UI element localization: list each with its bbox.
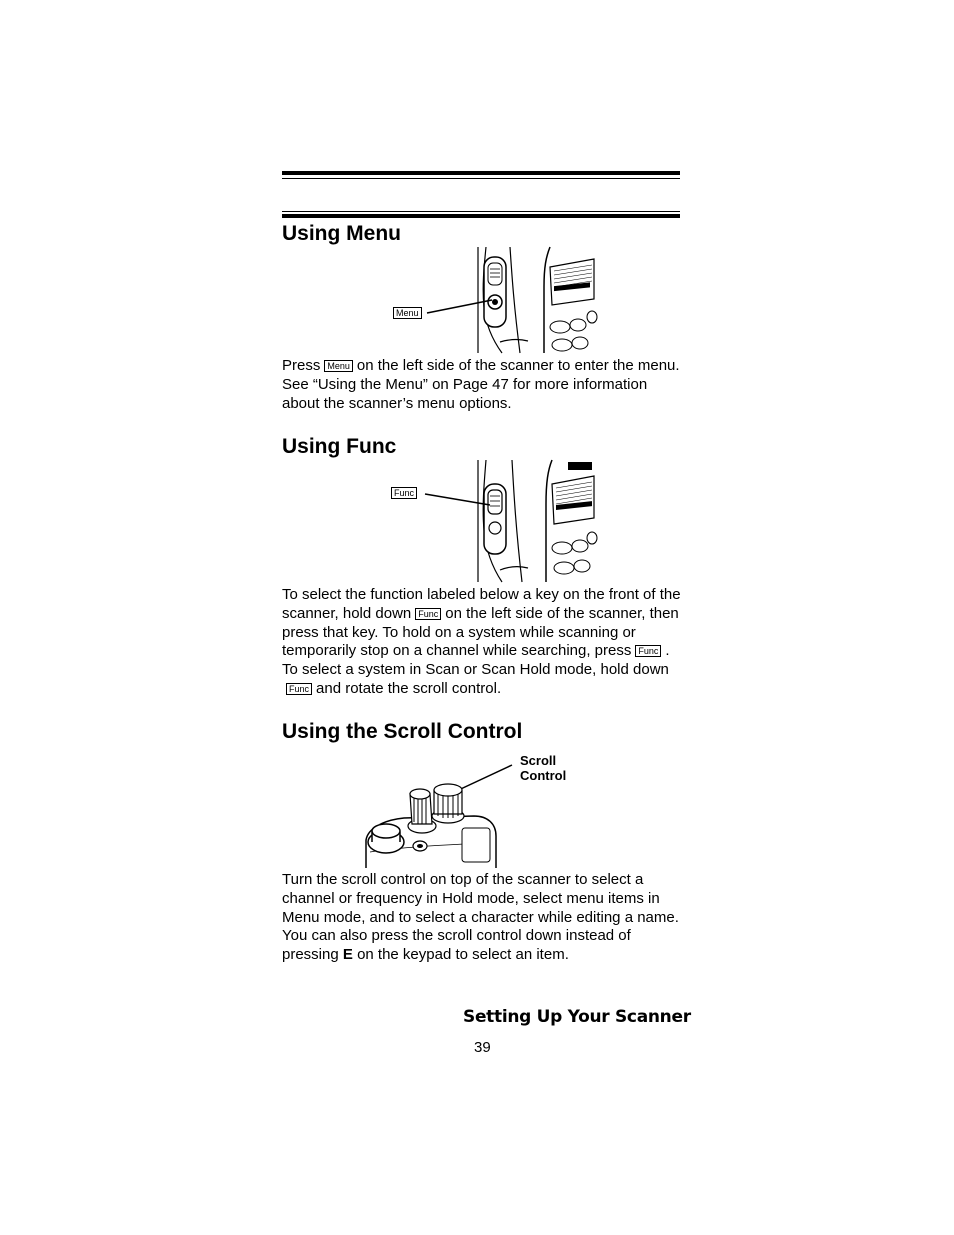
func-key-label-1: Func (415, 608, 441, 620)
menu-paragraph: Press Menu on the left side of the scanner to enter the menu. See “Using the Menu” on Page 47 for more information about the scanner’s menu options. (282, 357, 680, 412)
menu-callout-key: Menu (393, 307, 422, 319)
heading-using-func: Using Func (282, 435, 397, 458)
menu-key-label: Menu (324, 360, 353, 372)
page-number: 39 (474, 1039, 491, 1056)
func-key-label-2: Func (635, 645, 661, 657)
func-callout-key: Func (391, 487, 417, 499)
chapter-title: Setting Up Your Scanner (463, 1007, 691, 1027)
scroll-control-callout: Scroll Control (520, 753, 567, 783)
keypad-e-key: E (342, 946, 353, 964)
scanner-top-knobs-illustration (364, 780, 500, 868)
scroll-paragraph: Turn the scroll control on top of the scanner to select a channel or frequency in Hold mode, select menu items in Menu mode, and to select a character while editing a name. You can also press the scroll control down instead of pressing E on the keypad to select an item. (282, 871, 679, 964)
heading-using-menu: Using Menu (282, 222, 401, 245)
func-paragraph: To select the function labeled below a key on the front of the scanner, hold down Func on the left side of the scanner, then press that key. To hold on a system while scanning or temporarily stop on a channel while searching, press Func . To select a system in Scan or Scan Hold mode, hold down Func and rotate the scroll control. (282, 586, 681, 697)
func-key-label-3: Func (286, 683, 312, 695)
heading-using-scroll-control: Using the Scroll Control (282, 720, 523, 743)
